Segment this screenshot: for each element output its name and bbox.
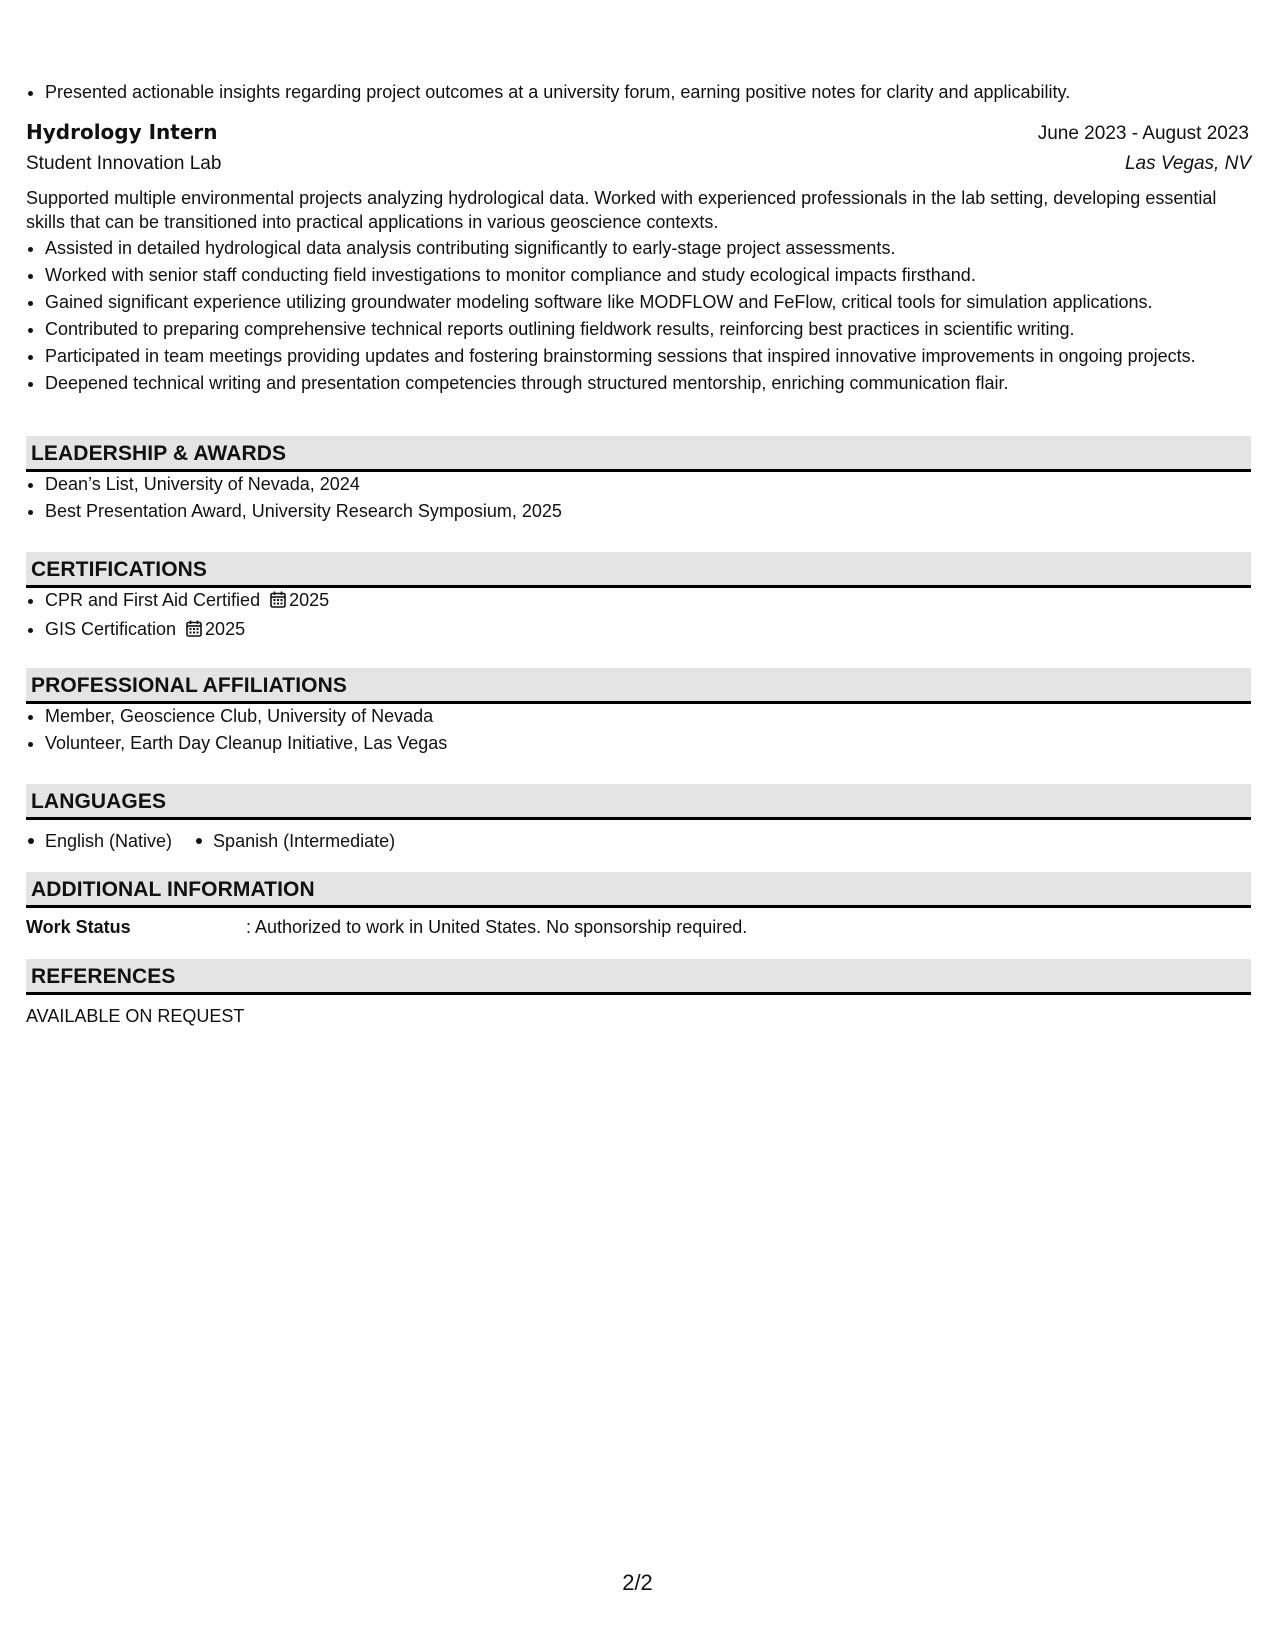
calendar-icon [186,619,202,643]
list-item: • Gained significant experience utilizing groundwater modeling software like MODFLOW and FeFlow, critical tools for simulation applications. [45,290,1251,314]
list-item: • Assisted in detailed hydrological data analysis contributing significantly to early-stage project assessments. [45,236,1251,260]
certification-name: GIS Certification [45,619,177,639]
job-organization: Student Innovation Lab [26,153,222,174]
section-heading: PROFESSIONAL AFFILIATIONS [26,668,1251,704]
experience-entry [26,117,1251,398]
job-location: Las Vegas, NV [1124,153,1251,174]
page-number: 2/2 [622,1570,653,1595]
experience-carryover-list [26,80,1270,107]
additional-info-section [26,872,1251,939]
job-header-row [26,117,1251,149]
list-item: • Worked with senior staff conducting field investigations to monitor compliance and study ecological impacts firsthand. [45,263,1251,287]
certification-year: 2025 [205,619,246,639]
list-item: Spanish (Intermediate) [194,829,395,853]
list-item [45,588,1251,614]
list-item: • Dean’s List, University of Nevada, 2024 [45,472,1251,496]
list-item: • Member, Geoscience Club, University of Nevada [45,704,1251,728]
list-item: • Deepened technical writing and presentation competencies through structured mentorship, enriching communication flair. [45,371,1251,395]
work-status-row [26,915,1251,939]
list-item [45,617,1251,643]
references-section [26,959,1251,1028]
work-status-label: Work Status [26,917,131,937]
languages-section [26,784,1251,853]
certification-name: CPR and First Aid Certified [45,590,261,610]
leadership-section [26,436,1251,526]
list-item: • Participated in team meetings providing updates and fostering brainstorming sessions that inspired innovative improvements in ongoing projects. [45,344,1251,368]
list-item: • Volunteer, Earth Day Cleanup Initiative, Las Vegas [45,731,1251,755]
calendar-icon [270,590,286,614]
job-bullet-list [26,236,1251,395]
affiliations-list [26,704,1251,755]
section-heading: LEADERSHIP & AWARDS [26,436,1251,472]
certification-year: 2025 [289,590,330,610]
list-item: English (Native) [26,829,172,853]
section-heading: CERTIFICATIONS [26,552,1251,588]
job-dates: June 2023 - August 2023 [1037,123,1249,144]
work-status-value: : Authorized to work in United States. No sponsorship required. [246,917,748,937]
section-heading: ADDITIONAL INFORMATION [26,872,1251,908]
list-item: • Presented actionable insights regarding project outcomes at a university forum, earning positive notes for clarity and applicability. [45,80,1270,104]
section-heading: LANGUAGES [26,784,1251,820]
languages-list [26,829,1251,853]
section-heading: REFERENCES [26,959,1251,995]
certifications-list [26,588,1251,643]
leadership-list [26,472,1251,523]
job-subheader-row [26,149,1251,179]
certifications-section [26,552,1251,646]
job-summary: Supported multiple environmental projects analyzing hydrological data. Worked with experienced professionals in the lab setting, developing essential skills that can be transitioned into practical applications in various geoscience contexts. [26,188,1217,232]
list-item: • Best Presentation Award, University Research Symposium, 2025 [45,499,1251,523]
references-text: AVAILABLE ON REQUEST [26,1006,245,1026]
job-title: Hydrology Intern [26,120,218,144]
list-item: • Contributed to preparing comprehensive technical reports outlining fieldwork results, reinforcing best practices in scientific writing. [45,317,1251,341]
affiliations-section [26,668,1251,758]
